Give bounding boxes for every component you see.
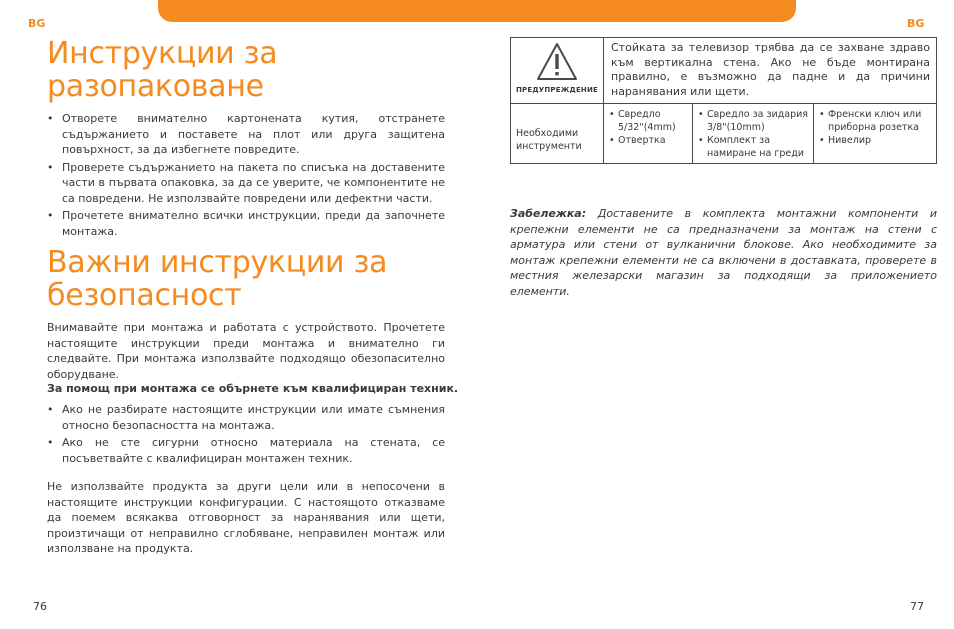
note-text: Доставените в комплекта монтажни компоненти и крепежни елементи не са предназначени за монтаж на стени с арматура или стени от вулканични блокове. Ако необходимите за монтаж крепежни елементи не са включени в доставката, проверете в местния железарски магазин за подходящи за приложението елементи. xyxy=(510,207,937,298)
unpacking-title-line2: разопаковане xyxy=(47,69,264,104)
warning-tools-table xyxy=(510,37,937,164)
tools-column-2 xyxy=(693,104,814,164)
tools-column-1 xyxy=(604,104,693,164)
list-item: • Ако не разбирате настоящите инструкции или имате съмнения относно безопасността на монтажа. xyxy=(47,402,445,433)
list-item: • Проверете съдържанието на пакета по списъка на доставените части в първата опаковка, за да се уверите, че компонентите не са повредени. Не използвайте повредени или дефектни части. xyxy=(47,160,445,207)
tool-item: • Свредло 5/32"(4mm) xyxy=(609,108,689,134)
list-item: • Отворете внимателно картонената кутия, отстранете съдържанието и поставете на плот или друга защитена повърхност, за да избегнете повредите. xyxy=(47,111,445,158)
safety-title-line2: безопасност xyxy=(47,278,242,313)
list-item: • Прочетете внимателно всички инструкции, преди да започнете монтажа. xyxy=(47,208,445,239)
note-paragraph xyxy=(510,206,937,299)
help-bold-line: За помощ при монтажа се обърнете към квалифициран техник. xyxy=(47,382,459,395)
unpacking-title xyxy=(47,37,277,103)
list-item: • Ако не сте сигурни относно материала на стената, се посъветвайте с квалифициран монтажен техник. xyxy=(47,435,445,466)
language-code-right: BG xyxy=(907,17,925,30)
unpacking-title-line1: Инструкции за xyxy=(47,36,278,71)
disclaimer-paragraph: Не използвайте продукта за други цели или в непосочени в настоящите инструкции конфигурации. С настоящото отказваме да поемем всякаква отговорност за наранявания или щети, произтичащи от неправилно сглобяване, неправилен монтаж или използване на продукта. xyxy=(47,480,445,555)
warning-label: ПРЕДУПРЕЖДЕНИЕ xyxy=(515,86,599,94)
header-orange-bar xyxy=(158,0,796,22)
note-label: Забележка: xyxy=(510,207,587,220)
safety-title xyxy=(47,246,387,312)
warning-cell xyxy=(511,38,604,104)
tools-column-3 xyxy=(814,104,937,164)
language-code-left: BG xyxy=(28,17,46,30)
tool-item: • Нивелир xyxy=(819,134,933,147)
tool-item: • Комплект за намиране на греди xyxy=(698,134,810,160)
tool-item: • Свредло за зидария 3/8"(10mm) xyxy=(698,108,810,134)
tools-label: Необходими инструменти xyxy=(511,104,604,164)
page-number-left: 76 xyxy=(33,600,47,613)
page-number-right: 77 xyxy=(910,600,924,613)
safety-list xyxy=(47,402,445,468)
warning-text: Стойката за телевизор трябва да се захване здраво към вертикална стена. Ако не бъде монтирана правилно, е възможно да падне и да причини наранявания или щети. xyxy=(604,38,937,104)
safety-intro: Внимавайте при монтажа и работата с устройството. Прочетете настоящите инструкции преди монтажа и внимателно ги следвайте. При монтажа използвайте подходящо обезопасително оборудване. xyxy=(47,321,445,381)
safety-title-line1: Важни инструкции за xyxy=(47,245,388,280)
tool-item: • Френски ключ или приборна розетка xyxy=(819,108,933,134)
tool-item: • Отвертка xyxy=(609,134,689,147)
unpacking-list xyxy=(47,111,445,241)
warning-triangle-icon xyxy=(536,42,578,82)
